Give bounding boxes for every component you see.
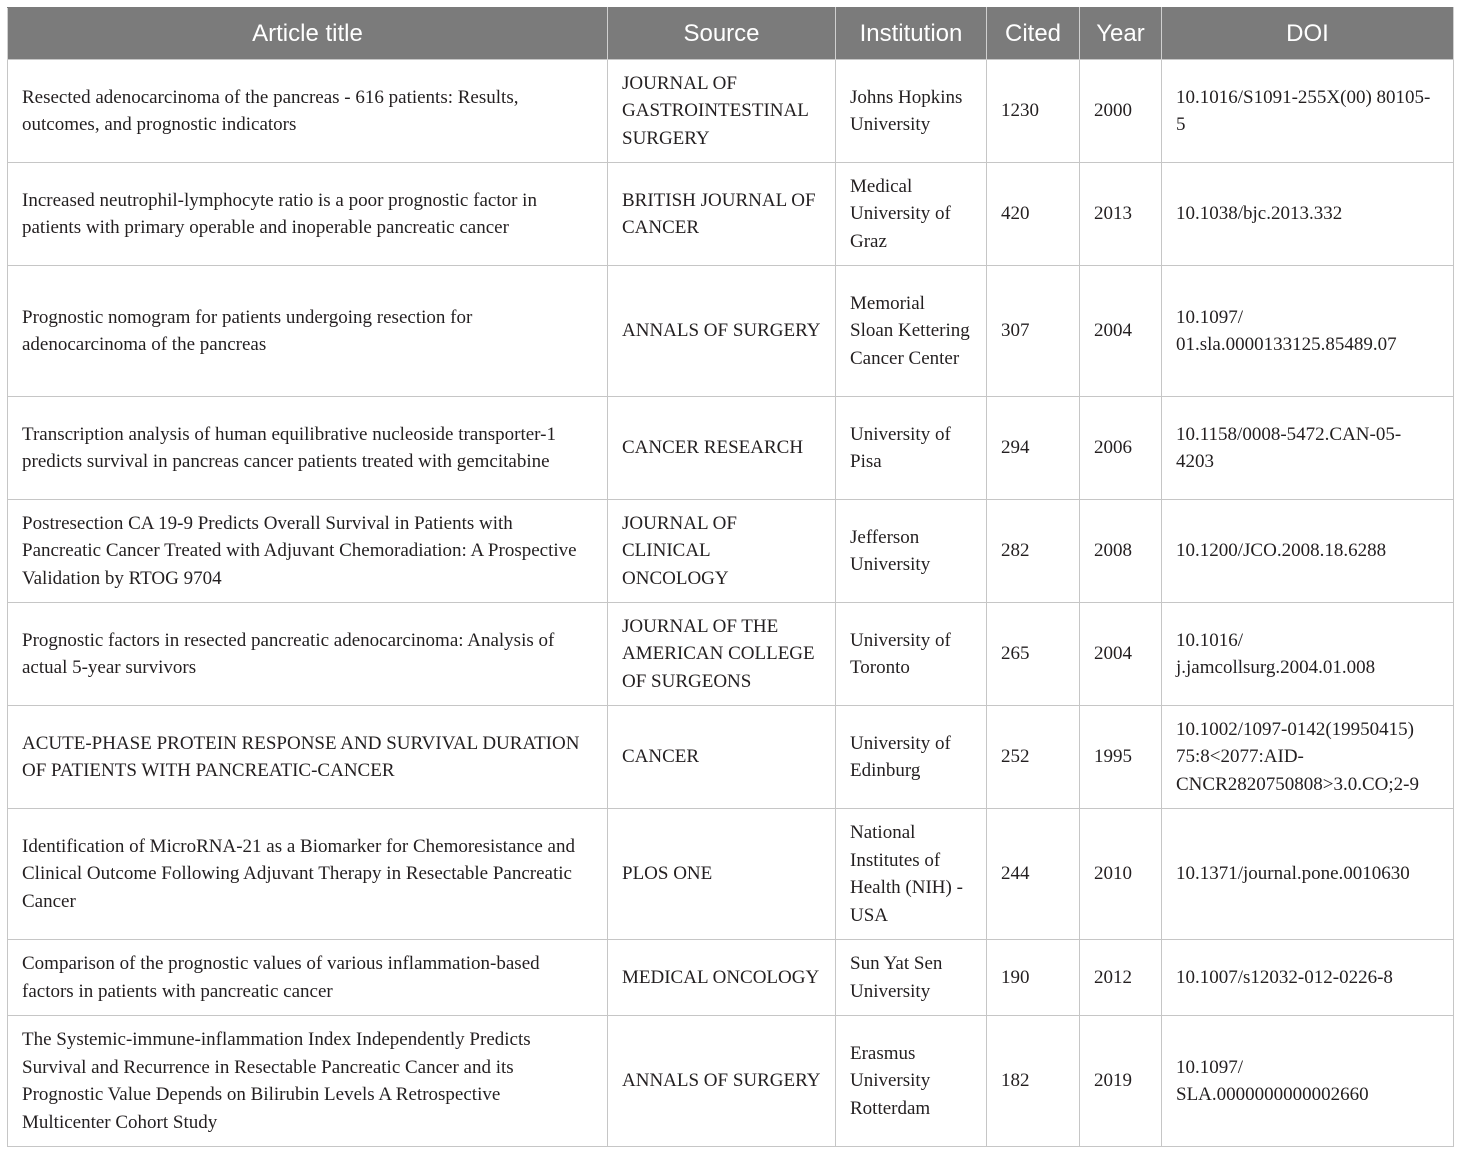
cell-doi: 10.1158/0008-5472.CAN-05-4203 — [1162, 397, 1454, 500]
header-source: Source — [608, 8, 836, 60]
cell-doi: 10.1016/S1091-255X(00) 80105-5 — [1162, 60, 1454, 163]
cell-title: Transcription analysis of human equilibrative nucleoside transporter-1 predicts survival in pancreas cancer patients treated with gemcitabine — [8, 397, 608, 500]
cell-year: 2000 — [1080, 60, 1162, 163]
cell-cited: 265 — [987, 603, 1080, 706]
cell-source: PLOS ONE — [608, 809, 836, 940]
table-row — [8, 266, 1454, 397]
cell-year: 2019 — [1080, 1016, 1162, 1147]
header-year: Year — [1080, 8, 1162, 60]
cell-source: CANCER RESEARCH — [608, 397, 836, 500]
cell-title: Postresection CA 19-9 Predicts Overall Survival in Patients with Pancreatic Cancer Treated with Adjuvant Chemoradiation: A Prospective Validation by RTOG 9704 — [8, 500, 608, 603]
cell-cited: 244 — [987, 809, 1080, 940]
cell-institution: Johns Hopkins University — [836, 60, 987, 163]
table-header — [8, 8, 1454, 60]
table-row — [8, 809, 1454, 940]
cell-institution: Sun Yat Sen University — [836, 940, 987, 1016]
table-row — [8, 397, 1454, 500]
cell-doi: 10.1371/journal.pone.0010630 — [1162, 809, 1454, 940]
header-institution: Institution — [836, 8, 987, 60]
cell-institution: Medical University of Graz — [836, 163, 987, 266]
cell-institution: University of Toronto — [836, 603, 987, 706]
cell-doi: 10.1200/JCO.2008.18.6288 — [1162, 500, 1454, 603]
cell-year: 2004 — [1080, 266, 1162, 397]
table-row — [8, 163, 1454, 266]
cell-cited: 282 — [987, 500, 1080, 603]
cell-title: ACUTE-PHASE PROTEIN RESPONSE AND SURVIVAL DURATION OF PATIENTS WITH PANCREATIC-CANCER — [8, 706, 608, 809]
cell-doi: 10.1038/bjc.2013.332 — [1162, 163, 1454, 266]
cell-institution: University of Edinburg — [836, 706, 987, 809]
cell-title: Identification of MicroRNA-21 as a Biomarker for Chemoresistance and Clinical Outcome Following Adjuvant Therapy in Resectable Pancreatic Cancer — [8, 809, 608, 940]
cell-cited: 182 — [987, 1016, 1080, 1147]
cell-year: 2008 — [1080, 500, 1162, 603]
cell-year: 2006 — [1080, 397, 1162, 500]
cell-doi: 10.1007/s12032-012-0226-8 — [1162, 940, 1454, 1016]
cell-source: ANNALS OF SURGERY — [608, 1016, 836, 1147]
cell-institution: National Institutes of Health (NIH) - USA — [836, 809, 987, 940]
cell-year: 2013 — [1080, 163, 1162, 266]
cell-institution: Erasmus University Rotterdam — [836, 1016, 987, 1147]
cell-source: JOURNAL OF CLINICAL ONCOLOGY — [608, 500, 836, 603]
cell-title: Prognostic nomogram for patients undergoing resection for adenocarcinoma of the pancreas — [8, 266, 608, 397]
header-cited: Cited — [987, 8, 1080, 60]
cell-year: 2010 — [1080, 809, 1162, 940]
cell-institution: Memorial Sloan Kettering Cancer Center — [836, 266, 987, 397]
cell-title: Prognostic factors in resected pancreatic adenocarcinoma: Analysis of actual 5-year survivors — [8, 603, 608, 706]
table-row — [8, 1016, 1454, 1147]
cell-cited: 294 — [987, 397, 1080, 500]
header-doi: DOI — [1162, 8, 1454, 60]
table-row — [8, 940, 1454, 1016]
cell-institution: Jefferson University — [836, 500, 987, 603]
table-row — [8, 60, 1454, 163]
header-article-title: Article title — [8, 8, 608, 60]
cell-cited: 307 — [987, 266, 1080, 397]
cell-title: Increased neutrophil-lymphocyte ratio is a poor prognostic factor in patients with primary operable and inoperable pancreatic cancer — [8, 163, 608, 266]
cell-source: JOURNAL OF GASTROINTESTINAL SURGERY — [608, 60, 836, 163]
cell-source: CANCER — [608, 706, 836, 809]
cell-source: ANNALS OF SURGERY — [608, 266, 836, 397]
cell-year: 1995 — [1080, 706, 1162, 809]
cell-title: The Systemic-immune-inflammation Index Independently Predicts Survival and Recurrence in Resectable Pancreatic Cancer and its Prognostic Value Depends on Bilirubin Levels A Retrospective Multicenter Cohort Study — [8, 1016, 608, 1147]
cell-source: MEDICAL ONCOLOGY — [608, 940, 836, 1016]
cell-cited: 252 — [987, 706, 1080, 809]
cell-doi: 10.1097/ 01.sla.0000133125.85489.07 — [1162, 266, 1454, 397]
table-row — [8, 603, 1454, 706]
cell-year: 2004 — [1080, 603, 1162, 706]
cell-source: BRITISH JOURNAL OF CANCER — [608, 163, 836, 266]
cell-cited: 1230 — [987, 60, 1080, 163]
cell-cited: 420 — [987, 163, 1080, 266]
table-row — [8, 500, 1454, 603]
cell-source: JOURNAL OF THE AMERICAN COLLEGE OF SURGEONS — [608, 603, 836, 706]
cell-doi: 10.1097/ SLA.0000000000002660 — [1162, 1016, 1454, 1147]
article-table-container — [7, 7, 1453, 1147]
cell-title: Comparison of the prognostic values of various inflammation-based factors in patients with pancreatic cancer — [8, 940, 608, 1016]
cell-cited: 190 — [987, 940, 1080, 1016]
cell-title: Resected adenocarcinoma of the pancreas - 616 patients: Results, outcomes, and prognostic indicators — [8, 60, 608, 163]
cell-institution: University of Pisa — [836, 397, 987, 500]
cell-doi: 10.1016/ j.jamcollsurg.2004.01.008 — [1162, 603, 1454, 706]
table-body — [8, 60, 1454, 1147]
table-row — [8, 706, 1454, 809]
cell-doi: 10.1002/1097-0142(19950415) 75:8<2077:AID-CNCR2820750808>3.0.CO;2-9 — [1162, 706, 1454, 809]
cell-year: 2012 — [1080, 940, 1162, 1016]
top-cited-articles-table — [7, 7, 1454, 1147]
header-row — [8, 8, 1454, 60]
